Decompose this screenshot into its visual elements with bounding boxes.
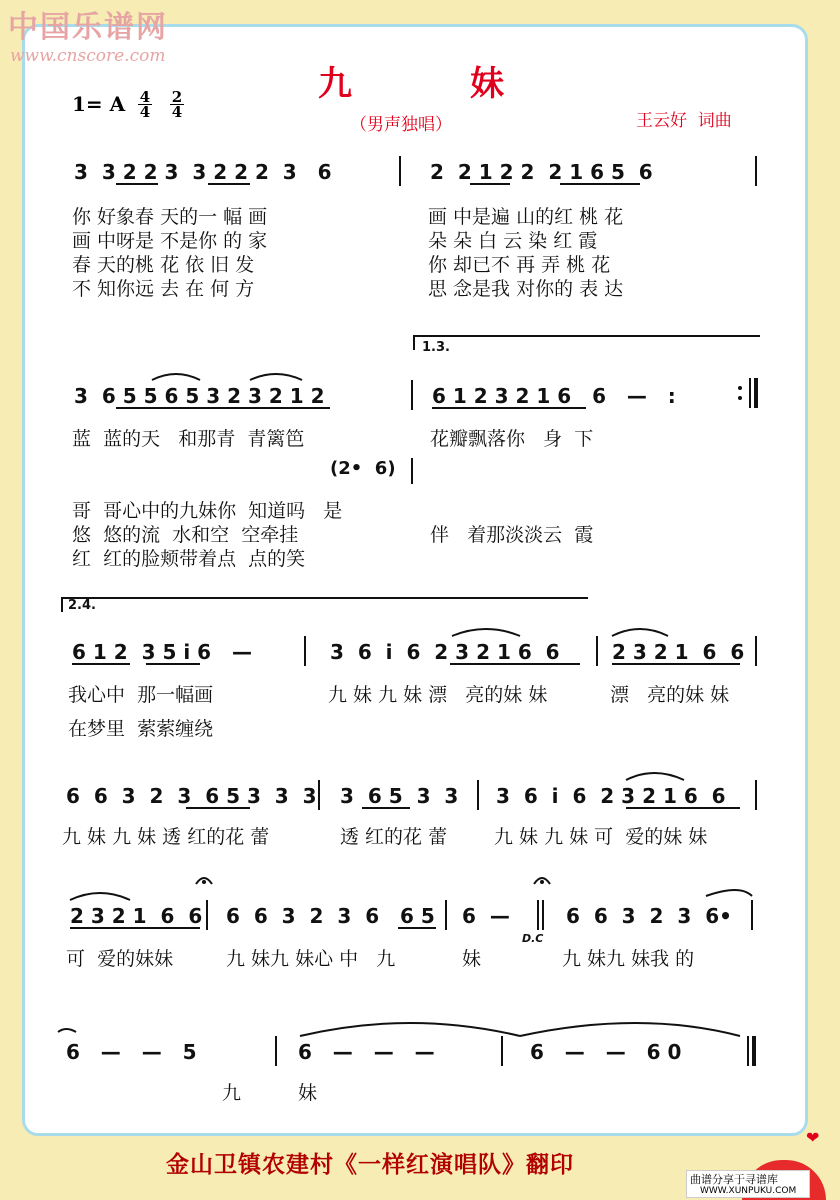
lyric-s5-b: 九 妹九 妹心 中 九 [226,948,396,970]
volta-1-3: 1.3. [422,340,450,355]
credits: 王云好 词曲 [636,111,732,131]
lyric-s3-b: 九 妹 九 妹 漂 亮的妹 妹 [328,684,548,706]
notes-s5-a: 2 3 2 1 6 6 [70,904,203,928]
lyric-s1-a-1: 你 好象春 天的一 幅 画 [72,206,268,228]
notes-s2-a: 3 6 5 5 6 5 3 2 3 2 1 2 [74,384,325,408]
dc-marking: D.C [522,932,544,945]
lyric-s1-b-3: 你 却已不 再 弄 桃 花 [428,254,611,276]
notes-s1-b: 2 2 1 2 2 2 1 6 5 6 [430,160,653,184]
lyric-s6-b: 妹 [298,1082,318,1104]
pickup-notes: (2• 6) [330,458,396,479]
lyric-s2-c-3: 红 红的脸颊带着点 点的笑 [72,548,306,570]
notes-s4-b: 3 6 5 3 3 [340,784,459,808]
lyric-s1-a-3: 春 天的桃 花 依 旧 发 [72,254,255,276]
notes-s3-b: 3 6 i 6 2 3 2 1 6 6 [330,640,560,664]
lyric-s1-b-4: 思 念是我 对你的 表 达 [428,278,624,300]
notes-s1-a: 3 3 2 2 3 3 2 2 2 3 6 [74,160,332,184]
subtitle: （男声独唱） [350,115,452,135]
lyric-s3-a2: 在梦里 萦萦缠绕 [68,718,214,740]
key-signature: 1= A [72,92,126,116]
lyric-s2-c-1: 哥 哥心中的九妹你 知道吗 是 [72,500,343,522]
lyric-s6-a: 九 [222,1082,242,1104]
notes-s5-d: 6 6 3 2 3 6• [566,904,732,928]
heart-icon: ❤ [806,1128,820,1147]
title-char-1: 九 [318,64,352,104]
lyric-s1-b-2: 朵 朵 白 云 染 红 霞 [428,230,598,252]
lyric-s1-a-2: 画 中呀是 不是你 的 家 [72,230,268,252]
lyric-s1-a-4: 不 知你远 去 在 何 方 [72,278,255,300]
notes-s5-b: 6 6 3 2 3 6 6 5 [226,904,435,928]
lyric-s3-a: 我心中 那一幅画 [68,684,214,706]
share-text: 曲谱分享于寻谱库 [690,1173,778,1186]
watermark-site-name: 中国乐谱网 [8,10,168,45]
notes-s5-c: 6 — [462,904,510,928]
volta-2-4: 2.4. [68,598,96,613]
time-signature-2-4: $\frac{2}{4}$ [171,88,183,121]
time-signature-4-4: $\frac{4}{4}$ [139,88,151,121]
lyric-s2-d-1: 伴 着那淡淡云 霞 [430,524,594,546]
notes-s4-c: 3 6 i 6 2 3 2 1 6 6 [496,784,726,808]
notes-s4-a: 6 6 3 2 3 6 5 3 3 3 [66,784,317,808]
band-note: 金山卫镇农建村《一样红演唱队》翻印 [166,1152,574,1178]
watermark-url: www.cnscore.com [10,46,166,66]
lyric-s4-c: 九 妹 九 妹 可 爱的妹 妹 [494,826,708,848]
lyric-s5-d: 九 妹九 妹我 的 [562,948,695,970]
title-char-2: 妹 [470,64,504,104]
lyric-s2-b: 花瓣飘落你 身 下 [430,428,594,450]
notes-s6-b: 6 — — — [298,1040,435,1064]
lyric-s2-c-2: 悠 悠的流 水和空 空牵挂 [72,524,299,546]
lyric-s4-a: 九 妹 九 妹 透 红的花 蕾 [62,826,270,848]
lyric-s5-b2: 妹 [462,948,482,970]
share-url: WWW.XUNPUKU.COM [700,1186,797,1196]
notes-s6-c: 6 — — 6 0 [530,1040,682,1064]
lyric-s2-a: 蓝 蓝的天 和那青 青篱笆 [72,428,305,450]
notes-s2-b: 6 1 2 3 2 1 6 6 — : [432,384,676,408]
lyric-s1-b-1: 画 中是遍 山的红 桃 花 [428,206,624,228]
lyric-s3-c: 漂 亮的妹 妹 [610,684,730,706]
lyric-s4-b: 透 红的花 蕾 [340,826,448,848]
notes-s3-a: 6 1 2 3 5 i 6 — [72,640,252,664]
notes-s3-c: 2 3 2 1 6 6 [612,640,745,664]
lyric-s5-a: 可 爱的妹妹 [66,948,174,970]
notes-s6-a: 6 — — 5 [66,1040,197,1064]
